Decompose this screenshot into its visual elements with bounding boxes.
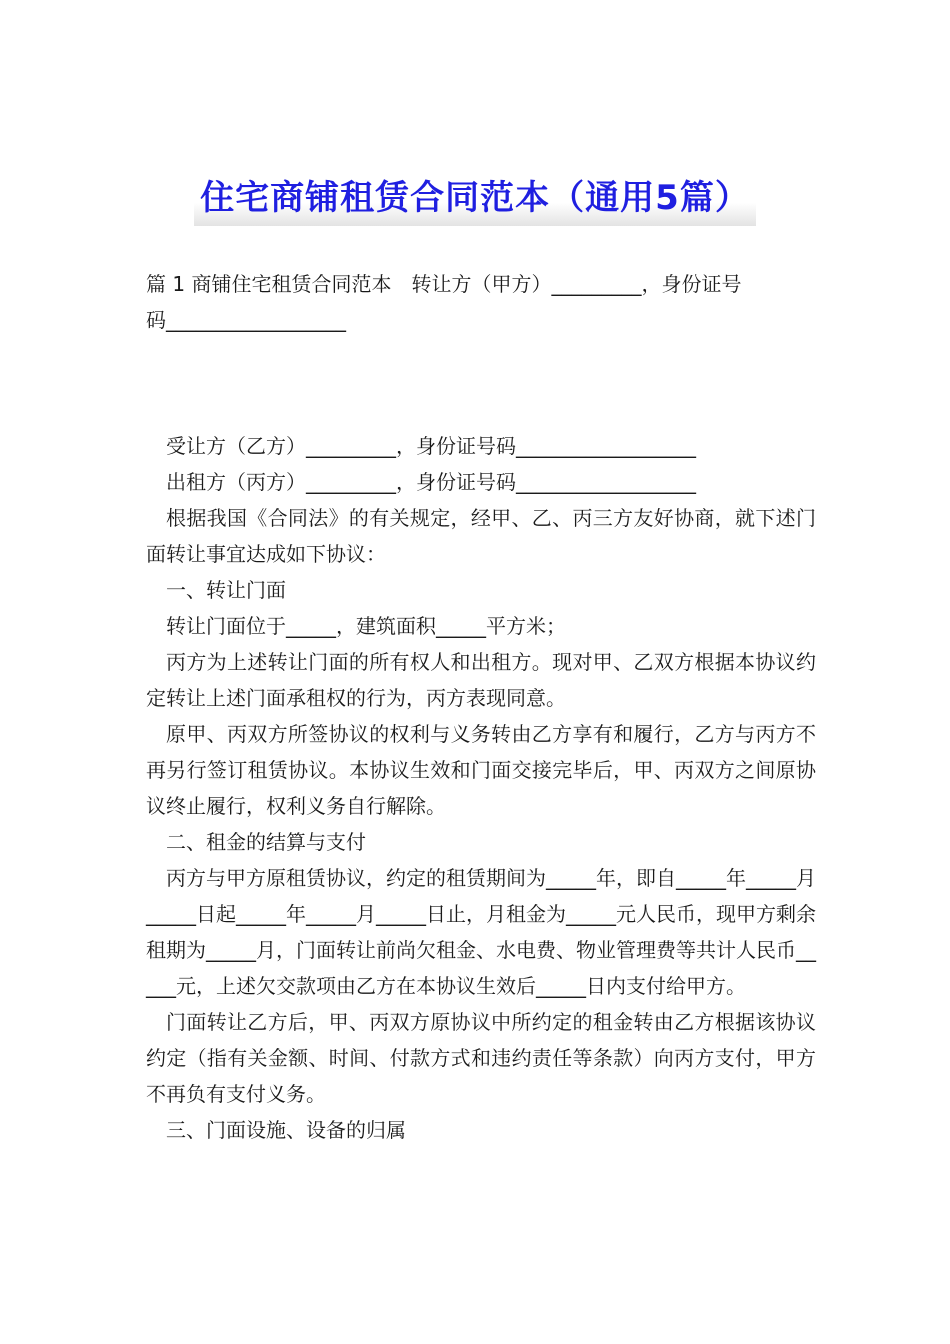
lessor-line: 出租方（丙方）_________，身份证号码__________________ [166, 470, 696, 494]
blank-gap [146, 338, 816, 428]
transferor-id-line: 码__________________ [146, 308, 346, 332]
section-heading-1: 一、转让门面 [166, 578, 286, 602]
section-heading-2: 二、租金的结算与支付 [166, 830, 366, 854]
agreement-intro: 根据我国《合同法》的有关规定，经甲、乙、丙三方友好协商，就下述门面转让事宜达成如下协议： [146, 506, 816, 566]
store-location-paragraph: 转让门面位于_____，建筑面积_____平方米； [166, 614, 566, 638]
rights-transfer-paragraph: 原甲、丙双方所签协议的权利与义务转由乙方享有和履行，乙方与丙方不再另行签订租赁协议。本协议生效和门面交接完毕后，甲、丙双方之间原协议终止履行，权利义务自行解除。 [146, 722, 816, 818]
transferor-line: 篇 1 商铺住宅租赁合同范本 转让方（甲方）_________，身份证号 [146, 272, 742, 296]
rent-payment-paragraph: 门面转让乙方后，甲、丙双方原协议中所约定的租金转由乙方根据该协议约定（指有关金额、时间、付款方式和违约责任等条款）向丙方支付，甲方不再负有支付义务。 [146, 1010, 816, 1106]
rent-settlement-paragraph: 丙方与甲方原租赁协议，约定的租赁期间为_____年，即自_____年_____月_____日起_____年_____月_____日止，月租金为_____元人民币，现甲方剩余租期为_____月，门面转让前尚欠租金、水电费、物业管理费等共计人民币_____元，上述欠交款项由乙方在本协议生效后_____日内支付给甲方。 [146, 866, 816, 998]
section-heading-3: 三、门面设施、设备的归属 [166, 1118, 406, 1142]
owner-consent-paragraph: 丙方为上述转让门面的所有权人和出租方。现对甲、乙双方根据本协议约定转让上述门面承租权的行为，丙方表现同意。 [146, 650, 816, 710]
title-container [0, 174, 950, 226]
transferee-line: 受让方（乙方）_________，身份证号码__________________ [166, 434, 696, 458]
document-title: 住宅商铺租赁合同范本（通用5篇） [194, 174, 756, 226]
document-body [146, 266, 816, 1148]
